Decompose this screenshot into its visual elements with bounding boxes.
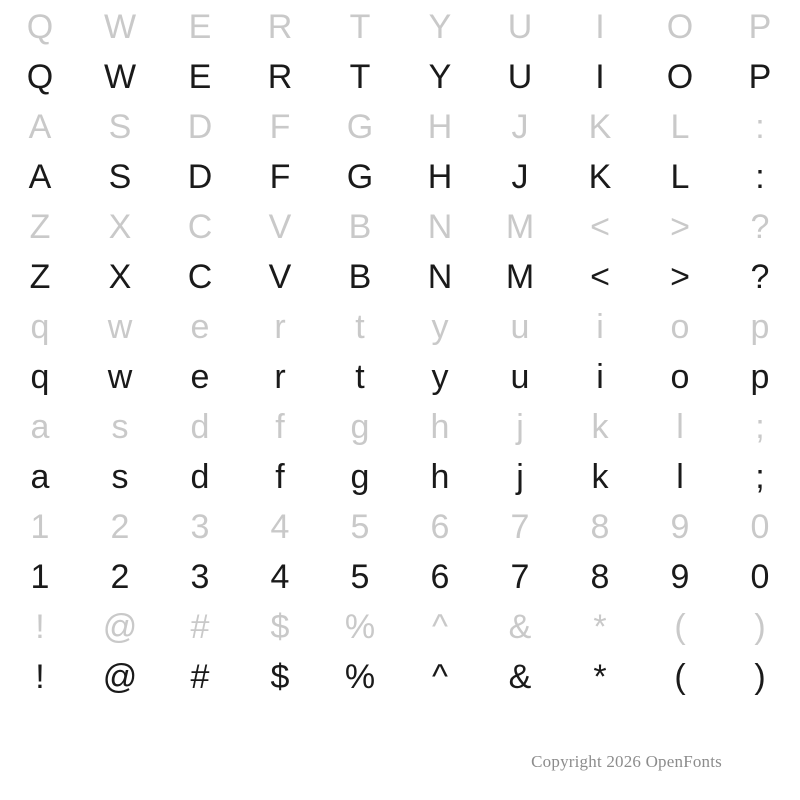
glyph-cell: < <box>590 258 610 296</box>
glyph-cell: P <box>748 58 772 96</box>
glyph-cell: 2 <box>110 508 130 546</box>
glyph-cell: G <box>346 108 374 146</box>
glyph-cell: A <box>28 108 52 146</box>
glyph-row <box>0 602 800 652</box>
glyph-cell: Q <box>26 8 54 46</box>
glyph-cell: p <box>750 358 770 396</box>
glyph-cell: d <box>190 408 210 446</box>
glyph-cell: T <box>349 8 371 46</box>
glyph-cell: L <box>670 108 690 146</box>
glyph-cell: S <box>108 108 132 146</box>
glyph-cell: U <box>507 8 533 46</box>
glyph-cell: # <box>190 608 210 646</box>
glyph-cell: l <box>676 408 684 446</box>
glyph-row <box>0 2 800 52</box>
glyph-row <box>0 502 800 552</box>
glyph-cell: t <box>355 308 365 346</box>
glyph-cell: D <box>187 108 213 146</box>
glyph-cell: A <box>28 158 52 196</box>
glyph-cell: s <box>111 458 129 496</box>
glyph-cell: Y <box>428 8 452 46</box>
glyph-cell: W <box>103 8 137 46</box>
glyph-cell: q <box>30 358 50 396</box>
glyph-cell: $ <box>270 608 290 646</box>
glyph-cell: i <box>596 358 604 396</box>
glyph-cell: J <box>511 108 529 146</box>
glyph-cell: D <box>187 158 213 196</box>
glyph-cell: & <box>508 608 532 646</box>
glyph-cell: R <box>267 8 293 46</box>
glyph-cell: K <box>588 158 612 196</box>
glyph-cell: 6 <box>430 558 450 596</box>
glyph-cell: ( <box>674 608 686 646</box>
glyph-cell: 1 <box>30 558 50 596</box>
glyph-cell: M <box>505 258 535 296</box>
glyph-cell: h <box>430 408 450 446</box>
glyph-cell: E <box>188 8 212 46</box>
glyph-cell: 4 <box>270 508 290 546</box>
glyph-row <box>0 452 800 502</box>
glyph-cell: g <box>350 408 370 446</box>
glyph-cell: h <box>430 458 450 496</box>
glyph-cell: 6 <box>430 508 450 546</box>
glyph-cell: J <box>511 158 529 196</box>
glyph-cell: W <box>103 58 137 96</box>
glyph-cell: 4 <box>270 558 290 596</box>
glyph-cell: Z <box>29 258 51 296</box>
glyph-cell: N <box>427 258 453 296</box>
glyph-cell: a <box>30 408 50 446</box>
glyph-cell: > <box>670 208 690 246</box>
glyph-cell: I <box>595 8 605 46</box>
glyph-row <box>0 152 800 202</box>
glyph-cell: & <box>508 658 532 696</box>
glyph-cell: K <box>588 108 612 146</box>
copyright-notice: Copyright 2026 OpenFonts <box>531 752 722 771</box>
glyph-cell: i <box>596 308 604 346</box>
glyph-cell: F <box>269 108 291 146</box>
glyph-cell: $ <box>270 658 290 696</box>
glyph-cell: V <box>268 208 292 246</box>
glyph-cell: q <box>30 308 50 346</box>
glyph-cell: S <box>108 158 132 196</box>
glyph-cell: d <box>190 458 210 496</box>
glyph-cell: : <box>755 108 765 146</box>
glyph-cell: 2 <box>110 558 130 596</box>
glyph-cell: M <box>505 208 535 246</box>
glyph-cell: ) <box>754 658 766 696</box>
glyph-row <box>0 302 800 352</box>
glyph-cell: R <box>267 58 293 96</box>
glyph-cell: Q <box>26 58 54 96</box>
glyph-cell: I <box>595 58 605 96</box>
glyph-cell: P <box>748 8 772 46</box>
glyph-row <box>0 552 800 602</box>
glyph-cell: u <box>510 308 530 346</box>
glyph-cell: ? <box>750 208 770 246</box>
glyph-cell: * <box>593 608 607 646</box>
glyph-cell: 9 <box>670 508 690 546</box>
glyph-cell: u <box>510 358 530 396</box>
glyph-cell: ; <box>755 408 765 446</box>
glyph-cell: 3 <box>190 508 210 546</box>
glyph-cell: 8 <box>590 508 610 546</box>
glyph-cell: s <box>111 408 129 446</box>
glyph-cell: 0 <box>750 558 770 596</box>
glyph-cell: j <box>516 408 524 446</box>
glyph-cell: N <box>427 208 453 246</box>
glyph-cell: @ <box>102 658 138 696</box>
glyph-cell: e <box>190 308 210 346</box>
glyph-cell: * <box>593 658 607 696</box>
glyph-cell: G <box>346 158 374 196</box>
glyph-cell: w <box>107 308 133 346</box>
glyph-cell: X <box>108 208 132 246</box>
glyph-cell: 0 <box>750 508 770 546</box>
glyph-cell: ; <box>755 458 765 496</box>
glyph-cell: F <box>269 158 291 196</box>
glyph-cell: w <box>107 358 133 396</box>
glyph-cell: % <box>344 608 376 646</box>
glyph-cell: ^ <box>432 658 448 696</box>
glyph-cell: r <box>274 358 286 396</box>
glyph-cell: a <box>30 458 50 496</box>
glyph-cell: E <box>188 58 212 96</box>
glyph-cell: t <box>355 358 365 396</box>
glyph-cell: O <box>666 58 694 96</box>
glyph-cell: 1 <box>30 508 50 546</box>
glyph-row <box>0 652 800 702</box>
glyph-cell: % <box>344 658 376 696</box>
glyph-cell: X <box>108 258 132 296</box>
glyph-cell: B <box>348 208 372 246</box>
glyph-cell: 8 <box>590 558 610 596</box>
glyph-row <box>0 252 800 302</box>
glyph-cell: > <box>670 258 690 296</box>
glyph-row <box>0 52 800 102</box>
glyph-cell: f <box>275 408 285 446</box>
glyph-cell: l <box>676 458 684 496</box>
glyph-cell: k <box>591 408 609 446</box>
glyph-cell: V <box>268 258 292 296</box>
glyph-cell: ) <box>754 608 766 646</box>
glyph-cell: Y <box>428 58 452 96</box>
glyph-cell: C <box>187 258 213 296</box>
glyph-cell: 5 <box>350 508 370 546</box>
glyph-row <box>0 352 800 402</box>
glyph-cell: B <box>348 258 372 296</box>
glyph-cell: ( <box>674 658 686 696</box>
glyph-cell: j <box>516 458 524 496</box>
glyph-cell: : <box>755 158 765 196</box>
glyph-cell: 7 <box>510 508 530 546</box>
glyph-cell: 7 <box>510 558 530 596</box>
glyph-cell: L <box>670 158 690 196</box>
glyph-cell: Z <box>29 208 51 246</box>
glyph-cell: T <box>349 58 371 96</box>
glyph-cell: e <box>190 358 210 396</box>
glyph-cell: # <box>190 658 210 696</box>
glyph-cell: O <box>666 8 694 46</box>
glyph-cell: @ <box>102 608 138 646</box>
glyph-cell: k <box>591 458 609 496</box>
glyph-cell: f <box>275 458 285 496</box>
glyph-cell: 5 <box>350 558 370 596</box>
glyph-cell: < <box>590 208 610 246</box>
glyph-cell: o <box>670 358 690 396</box>
glyph-cell: ? <box>750 258 770 296</box>
glyph-row <box>0 102 800 152</box>
glyph-cell: ^ <box>432 608 448 646</box>
glyph-cell: C <box>187 208 213 246</box>
glyph-cell: U <box>507 58 533 96</box>
glyph-cell: H <box>427 108 453 146</box>
glyph-cell: y <box>431 358 449 396</box>
glyph-cell: r <box>274 308 286 346</box>
glyph-row <box>0 402 800 452</box>
glyph-cell: ! <box>35 608 45 646</box>
glyph-cell: g <box>350 458 370 496</box>
glyph-cell: y <box>431 308 449 346</box>
glyph-cell: H <box>427 158 453 196</box>
glyph-row <box>0 202 800 252</box>
glyph-cell: o <box>670 308 690 346</box>
glyph-cell: ! <box>35 658 45 696</box>
glyph-cell: 9 <box>670 558 690 596</box>
glyph-cell: p <box>750 308 770 346</box>
glyph-cell: 3 <box>190 558 210 596</box>
